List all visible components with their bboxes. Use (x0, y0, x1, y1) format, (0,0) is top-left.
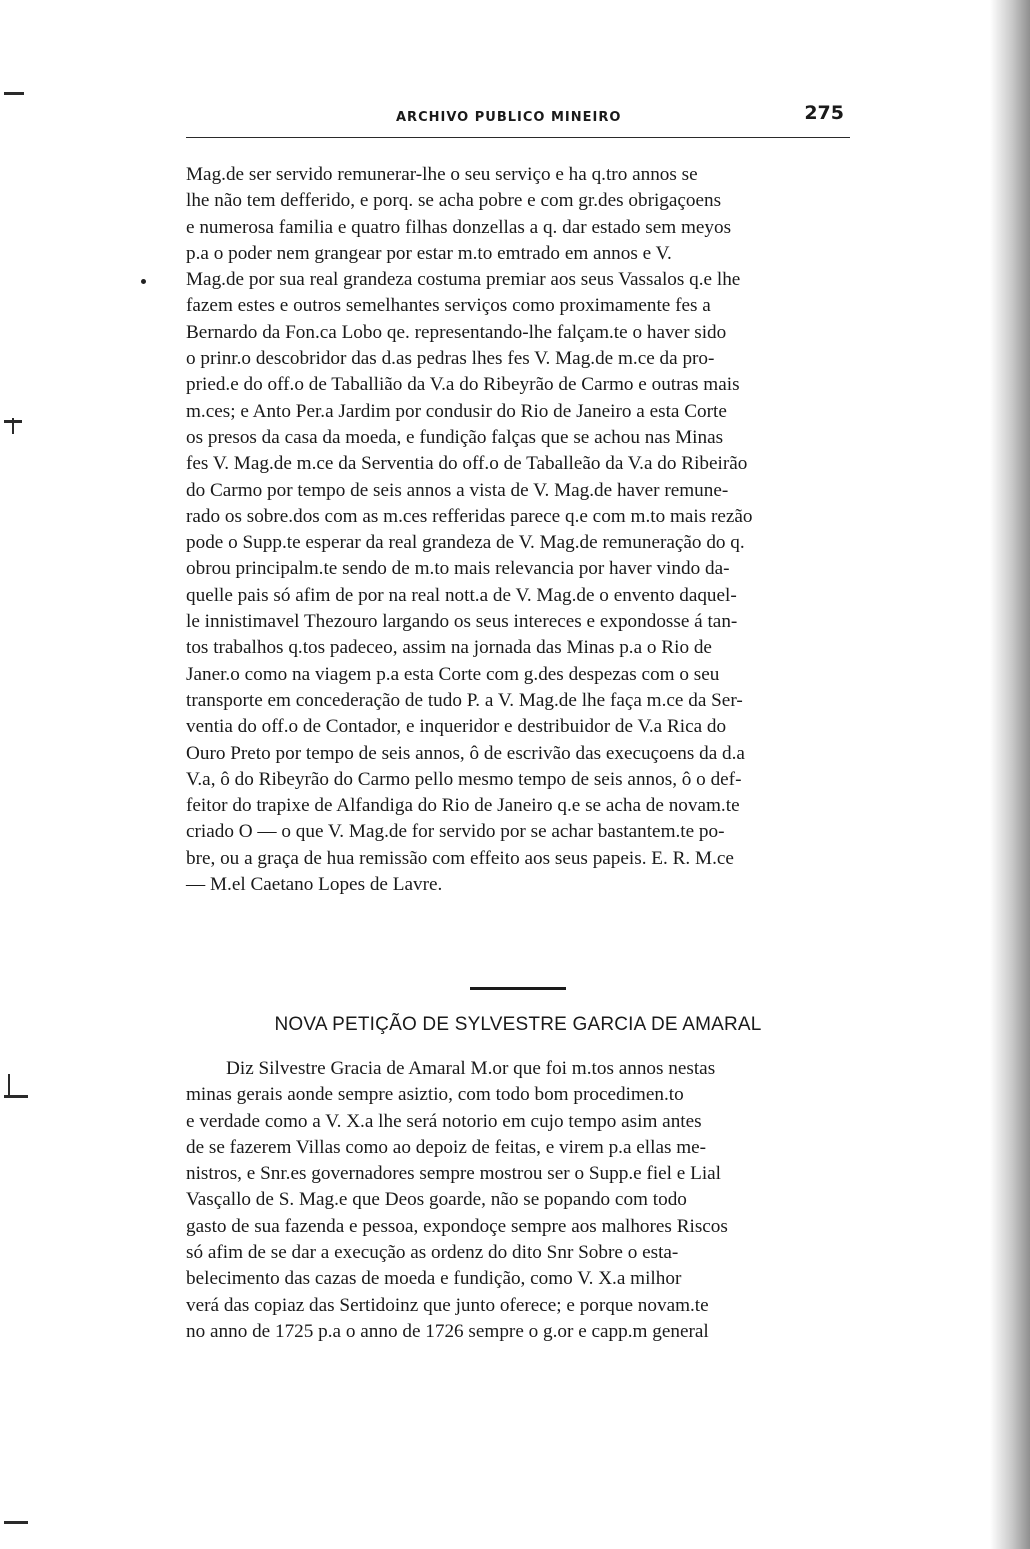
page-header (186, 102, 850, 138)
petition-paragraph-1: Mag.de ser servido remunerar-lhe o seu serviço e ha q.tro annos se lhe não tem defferido, e porq. se acha pobre e com gr.des obrigaçoens e numerosa familia e quatro filhas donzellas a q. dar estado sem meyos p.a o poder nem grangear por estar m.to emtrado em annos e V. Mag.de por sua real grandeza costuma premiar aos seus Vassalos q.e lhe fazem estes e outros semelhantes serviços como proximamente fes a Bernardo da Fon.ca Lobo qe. representando-lhe falçam.te o haver sido o prinr.o descobridor das d.as pedras lhes fes V. Mag.de m.ce da pro- pried.e do off.o de Taballião da V.a do Ribeyrão de Carmo e outras mais m.ces; e Anto Per.a Jardim por condusir do Rio de Janeiro a esta Corte os presos da casa da moeda, e fundição falças que se achou nas Minas fes V. Mag.de m.ce da Serventia do off.o de Taballeão da V.a do Ribeirão do Carmo por tempo de seis annos a vista de V. Mag.de haver remune- rado os sobre.dos com as m.ces refferidas parece q.e com m.to mais rezão pode o Supp.te esperar da real grandeza de V. Mag.de remuneração do q. obrou principalm.te sendo de m.to mais relevancia por haver vindo da- quelle pais só afim de por na real nott.a de V. Mag.de o envento daquel- le innistimavel Thezouro largando os seus intereces e expondosse á tan- tos trabalhos q.tos padeceo, assim na jornada das Minas p.a o Rio de Janer.o como na viagem p.a esta Corte com g.des despezas com o seu transporte em concederação de tudo P. a V. Mag.de lhe faça m.ce da Ser- ventia do off.o de Contador, e inqueridor e destribuidor de V.a Rica do Ouro Preto por tempo de seis annos, ô de escrivão das execuçoens da d.a V.a, ô do Ribeyrão do Carmo pello mesmo tempo de seis annos, ô o def- feitor do trapixe de Alfandiga do Rio de Janeiro q.e se acha de novam.te criado O — o que V. Mag.de for servido por se achar bastantem.te po- bre, ou a graça de hua remissão com effeito aos seus papeis. E. R. M.ce — M.el Caetano Lopes de Lavre. (186, 164, 753, 896)
ink-dot (141, 279, 146, 284)
section-heading: NOVA PETIÇÃO DE SYLVESTRE GARCIA DE AMARAL (274, 1014, 762, 1035)
page-number: 275 (804, 102, 844, 124)
margin-mark (4, 1521, 28, 1524)
page-edge-shadow (990, 0, 1030, 1549)
petition-paragraph-2: Diz Silvestre Gracia de Amaral M.or que foi m.tos annos nestas minas gerais aonde sempre asiztio, com todo bom procedimen.to e verdade como a V. X.a lhe será notorio em cujo tempo asim antes de se fazerem Villas como ao depoiz de feitas, e virem p.a ellas me- nistros, e Snr.es governadores sempre mostrou ser o Supp.e fiel e Lial Vasçallo de S. Mag.e que Deos goarde, não se popando com todo gasto de sua fazenda e pessoa, expondoçe sempre aos malhores Riscos só afim de se dar a execução as ordenz do dito Snr Sobre o esta- belecimento das cazas de moeda e fundição, como V. X.a milhor verá das copiaz das Sertidoinz que junto oferece; e porque novam.te no anno de 1725 p.a o anno de 1726 sempre o g.or e capp.m general (186, 1058, 728, 1342)
margin-mark (8, 1074, 10, 1096)
margin-mark (4, 92, 24, 95)
header-rule (186, 137, 850, 138)
margin-mark (12, 418, 14, 434)
journal-title: ARCHIVO PUBLICO MINEIRO (396, 110, 622, 125)
section-divider (470, 987, 566, 990)
